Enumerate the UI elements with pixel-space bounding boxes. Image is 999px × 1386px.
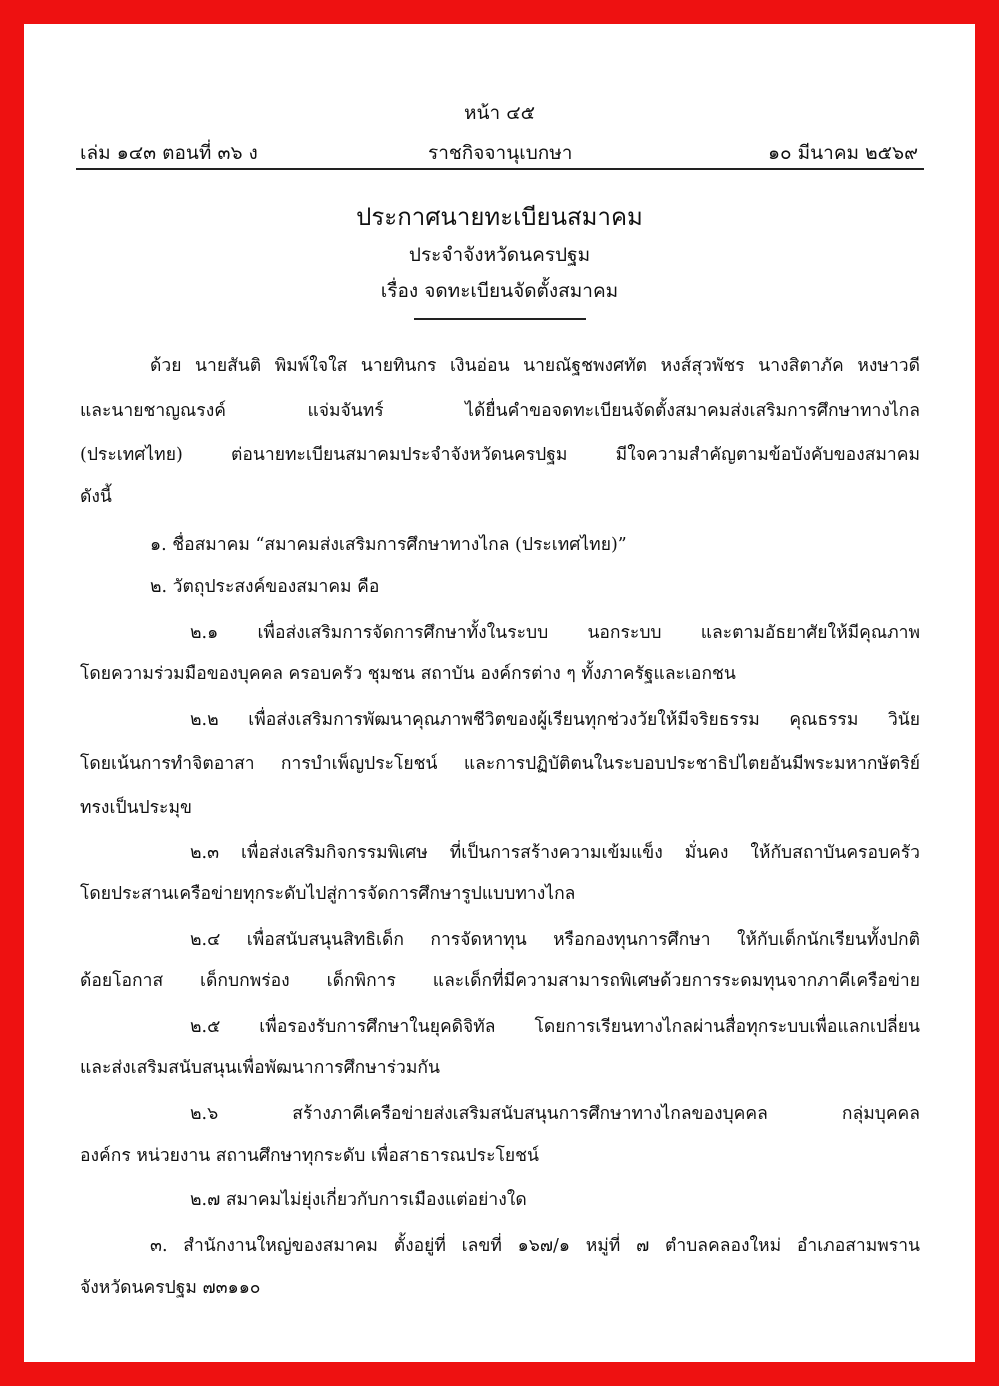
announcement-province: ประจำจังหวัดนครปฐม (408, 244, 591, 266)
body-line: ด้อยโอกาส เด็กบกพร่อง เด็กพิการ และเด็กที่มีความสามารถพิเศษด้วยการระดมทุนจากภาคีเครือข่าย (80, 971, 920, 991)
clause-2-4: ๒.๔ เพื่อสนับสนุนสิทธิเด็ก การจัดหาทุน หรือกองทุนการศึกษา ให้กับเด็กนักเรียนทั้งปกติ (190, 930, 920, 950)
body-line: ด้วย นายสันติ พิมพ์ใจใส นายทินกร เงินอ่อน นายณัฐชพงศทัต หงส์สุวพัชร นางสิตาภัค หงษาวดี (150, 356, 920, 376)
gazette-name: ราชกิจจานุเบกษา (428, 142, 573, 164)
body-line: (ประเทศไทย) ต่อนายทะเบียนสมาคมประจำจังหวัดนครปฐม มีใจความสำคัญตามข้อบังคับของสมาคม (80, 445, 920, 465)
clause-3: ๓. สำนักงานใหญ่ของสมาคม ตั้งอยู่ที่ เลขที่ ๑๖๗/๑ หมู่ที่ ๗ ตำบลคลองใหม่ อำเภอสามพราน (150, 1236, 920, 1256)
body-line: องค์กร หน่วยงาน สถานศึกษาทุกระดับ เพื่อสาธารณประโยชน์ (80, 1146, 539, 1166)
clause-2-6: ๒.๖ สร้างภาคีเครือข่ายส่งเสริมสนับสนุนการศึกษาทางไกลของบุคคล กลุ่มบุคคล (190, 1104, 920, 1124)
body-line: ทรงเป็นประมุข (80, 798, 192, 818)
volume-issue: เล่ม ๑๔๓ ตอนที่ ๓๖ ง (80, 142, 258, 164)
publication-date: ๑๐ มีนาคม ๒๕๖๙ (767, 142, 918, 164)
clause-2-5: ๒.๕ เพื่อรองรับการศึกษาในยุคดิจิทัล โดยการเรียนทางไกลผ่านสื่อทุกระบบเพื่อแลกเปลี่ยน (190, 1017, 920, 1037)
body-line: และส่งเสริมสนับสนุนเพื่อพัฒนาการศึกษาร่วมกัน (80, 1058, 440, 1078)
clause-2-7: ๒.๗ สมาคมไม่ยุ่งเกี่ยวกับการเมืองแต่อย่างใด (190, 1190, 527, 1210)
page-number: หน้า ๔๕ (464, 102, 535, 124)
body-line: โดยเน้นการทำจิตอาสา การบำเพ็ญประโยชน์ และการปฏิบัติตนในระบอบประชาธิปไตยอันมีพระมหากษัตริย์ (80, 754, 920, 774)
body-line: โดยประสานเครือข่ายทุกระดับไปสู่การจัดการศึกษารูปแบบทางไกล (80, 884, 576, 904)
body-line: จังหวัดนครปฐม ๗๓๑๑๐ (80, 1278, 261, 1298)
gazette-header (76, 138, 922, 164)
body-line: และนายชาญณรงค์ แจ่มจันทร์ ได้ยื่นคำขอจดทะเบียนจัดตั้งสมาคมส่งเสริมการศึกษาทางไกล (80, 401, 920, 421)
clause-2: ๒. วัตถุประสงค์ของสมาคม คือ (150, 577, 380, 597)
clause-2-3: ๒.๓ เพื่อส่งเสริมกิจกรรมพิเศษ ที่เป็นการสร้างความเข้มแข็ง มั่นคง ให้กับสถาบันครอบครัว (190, 843, 920, 863)
announcement-subject: เรื่อง จดทะเบียนจัดตั้งสมาคม (380, 280, 619, 302)
body-line: โดยความร่วมมือของบุคคล ครอบครัว ชุมชน สถาบัน องค์กรต่าง ๆ ทั้งภาครัฐและเอกชน (80, 664, 736, 684)
title-divider (414, 318, 586, 320)
body-line: ดังนี้ (80, 487, 112, 507)
header-divider (76, 168, 924, 170)
clause-1: ๑. ชื่อสมาคม “สมาคมส่งเสริมการศึกษาทางไกล (ประเทศไทย)” (150, 535, 627, 555)
clause-2-1: ๒.๑ เพื่อส่งเสริมการจัดการศึกษาทั้งในระบบ นอกระบบ และตามอัธยาศัยให้มีคุณภาพ (190, 623, 920, 643)
clause-2-2: ๒.๒ เพื่อส่งเสริมการพัฒนาคุณภาพชีวิตของผู้เรียนทุกช่วงวัยให้มีจริยธรรม คุณธรรม วินัย (190, 710, 920, 730)
announcement-title: ประกาศนายทะเบียนสมาคม (356, 203, 643, 231)
